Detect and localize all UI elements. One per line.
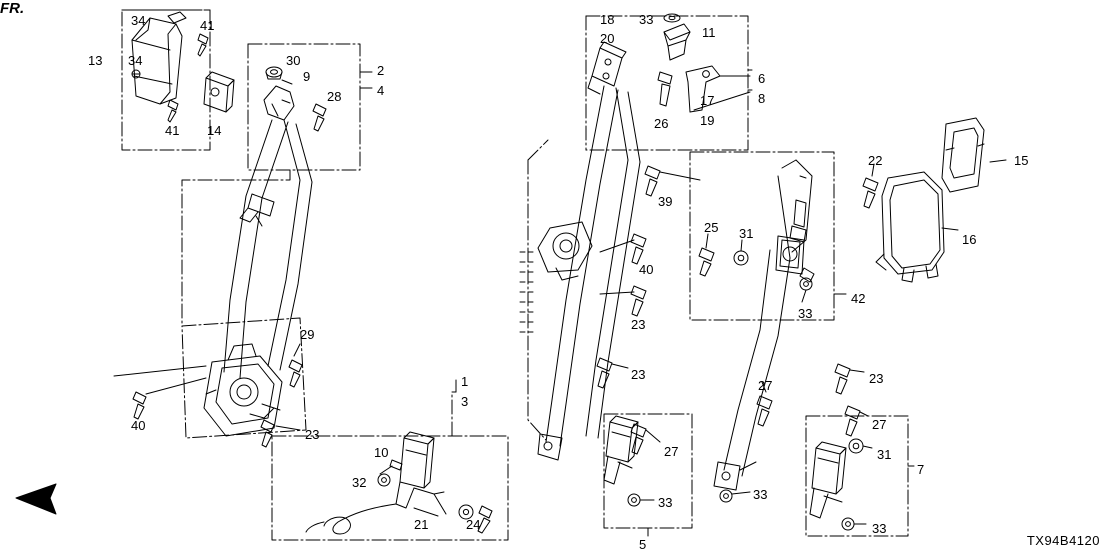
- callout-25: 25: [704, 220, 719, 235]
- callout-31a: 31: [739, 226, 754, 241]
- callout-33c: 33: [658, 495, 673, 510]
- callout-32: 32: [352, 475, 367, 490]
- callout-20: 20: [600, 31, 615, 46]
- callout-26: 26: [654, 116, 669, 131]
- callout-31b: 31: [877, 447, 892, 462]
- callout-29: 29: [300, 327, 315, 342]
- callout-11: 11: [702, 25, 716, 40]
- callout-40a: 40: [131, 418, 146, 433]
- callout-23a: 23: [305, 427, 320, 442]
- callout-40b: 40: [639, 262, 654, 277]
- callout-42: 42: [851, 291, 866, 306]
- callout-41b: 41: [165, 123, 180, 138]
- callout-39: 39: [658, 194, 673, 209]
- callout-33b: 33: [798, 306, 813, 321]
- callout-27c: 27: [872, 417, 887, 432]
- callout-7: 7: [917, 462, 925, 477]
- callout-23c: 23: [631, 367, 646, 382]
- callout-21: 21: [414, 517, 429, 532]
- callout-23b: 23: [631, 317, 646, 332]
- front-direction-label: FR.: [0, 0, 25, 17]
- callout-8: 8: [758, 91, 766, 106]
- callout-3: 3: [461, 394, 469, 409]
- callout-18: 18: [600, 12, 615, 27]
- callout-34b: 34: [128, 53, 143, 68]
- callout-13: 13: [88, 53, 103, 68]
- callout-2: 2: [377, 63, 385, 78]
- callout-27a: 27: [758, 378, 773, 393]
- callout-19: 19: [700, 113, 715, 128]
- callout-10: 10: [374, 445, 389, 460]
- part-code: TX94B4120: [1026, 533, 1100, 548]
- callout-23d: 23: [869, 371, 884, 386]
- callout-4: 4: [377, 83, 385, 98]
- callout-34a: 34: [131, 13, 146, 28]
- callout-27b: 27: [664, 444, 679, 459]
- callout-22: 22: [868, 153, 883, 168]
- callout-28: 28: [327, 89, 342, 104]
- callout-16: 16: [962, 232, 977, 247]
- callout-24: 24: [466, 517, 481, 532]
- callout-17: 17: [700, 93, 715, 108]
- callout-14: 14: [207, 123, 222, 138]
- callout-9: 9: [303, 69, 311, 84]
- callout-6: 6: [758, 71, 766, 86]
- callout-15: 15: [1014, 153, 1029, 168]
- callout-1: 1: [461, 374, 469, 389]
- callout-33d: 33: [753, 487, 768, 502]
- callout-41a: 41: [200, 18, 215, 33]
- callout-33a: 33: [639, 12, 654, 27]
- callout-5: 5: [639, 537, 647, 552]
- callout-33e: 33: [872, 521, 887, 536]
- callout-30: 30: [286, 53, 301, 68]
